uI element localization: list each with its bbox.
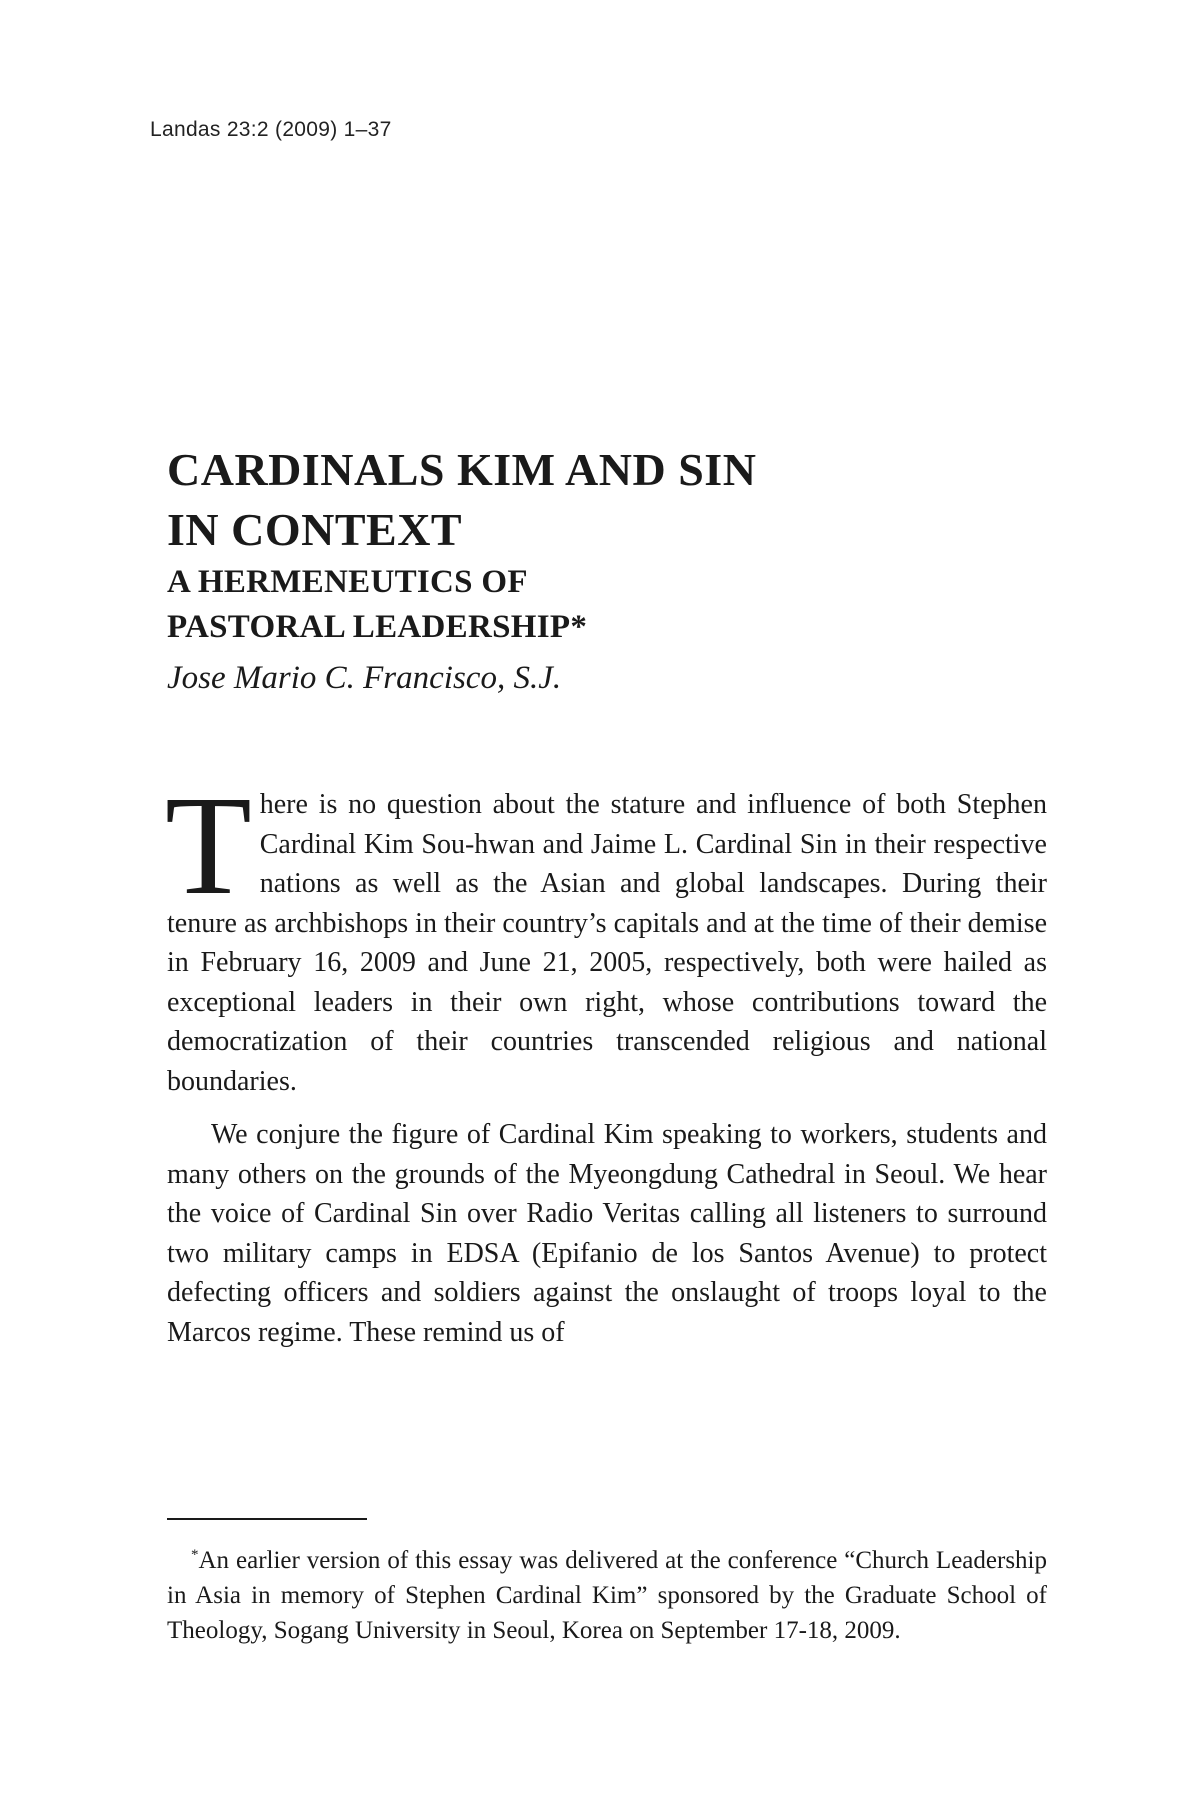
body-paragraph-2: We conjure the figure of Cardinal Kim speaking to workers, students and many others on the grounds of the Myeongdung Cathedral in Seoul. We hear the voice of Cardinal Sin over Radio Veritas calling all listeners to surround two military camps in EDSA (Epifanio de los Santos Avenue) to protect defecting officers and soldiers against the onslaught of troops loyal to the Marcos regime. These remind us of — [167, 1119, 1047, 1348]
body-paragraph-1: There is no question about the stature and influence of both Stephen Cardinal Kim Sou-hwan and Jaime L. Cardinal Sin in their respective nations as well as the Asian and global landscapes. During their tenure as archbishops in their country’s capitals and at the time of their demise in February 16, 2009 and June 21, 2005, respectively, both were hailed as exceptional leaders in their own right, whose contributions toward the democratization of their countries transcended religious and national boundaries. — [165, 766, 1047, 1097]
article-title-block — [167, 440, 1067, 704]
subtitle-line-2: PASTORAL LEADERSHIP* — [167, 609, 588, 645]
article-subtitle — [167, 560, 1067, 650]
footnote-text: An earlier version of this essay was delivered at the conference “Church Leadership in Asia in memory of Stephen Cardinal Kim” sponsored by the Graduate School of Theology, Sogang University in Seoul, Korea on September 17-18, 2009. — [167, 1547, 1047, 1644]
footnote-marker: * — [191, 1547, 199, 1563]
title-line-1: CARDINALS KIM AND SIN — [167, 444, 757, 495]
footnote — [167, 1538, 1047, 1648]
title-line-2: IN CONTEXT — [167, 504, 463, 555]
subtitle-line-1: A HERMENEUTICS OF — [167, 564, 528, 600]
running-head: Landas 23:2 (2009) 1–37 — [150, 118, 392, 141]
article-title — [167, 440, 1067, 560]
footnote-divider — [167, 1518, 367, 1520]
article-body — [165, 766, 1047, 1352]
author-name: Jose Mario C. Francisco, S.J. — [167, 660, 562, 696]
